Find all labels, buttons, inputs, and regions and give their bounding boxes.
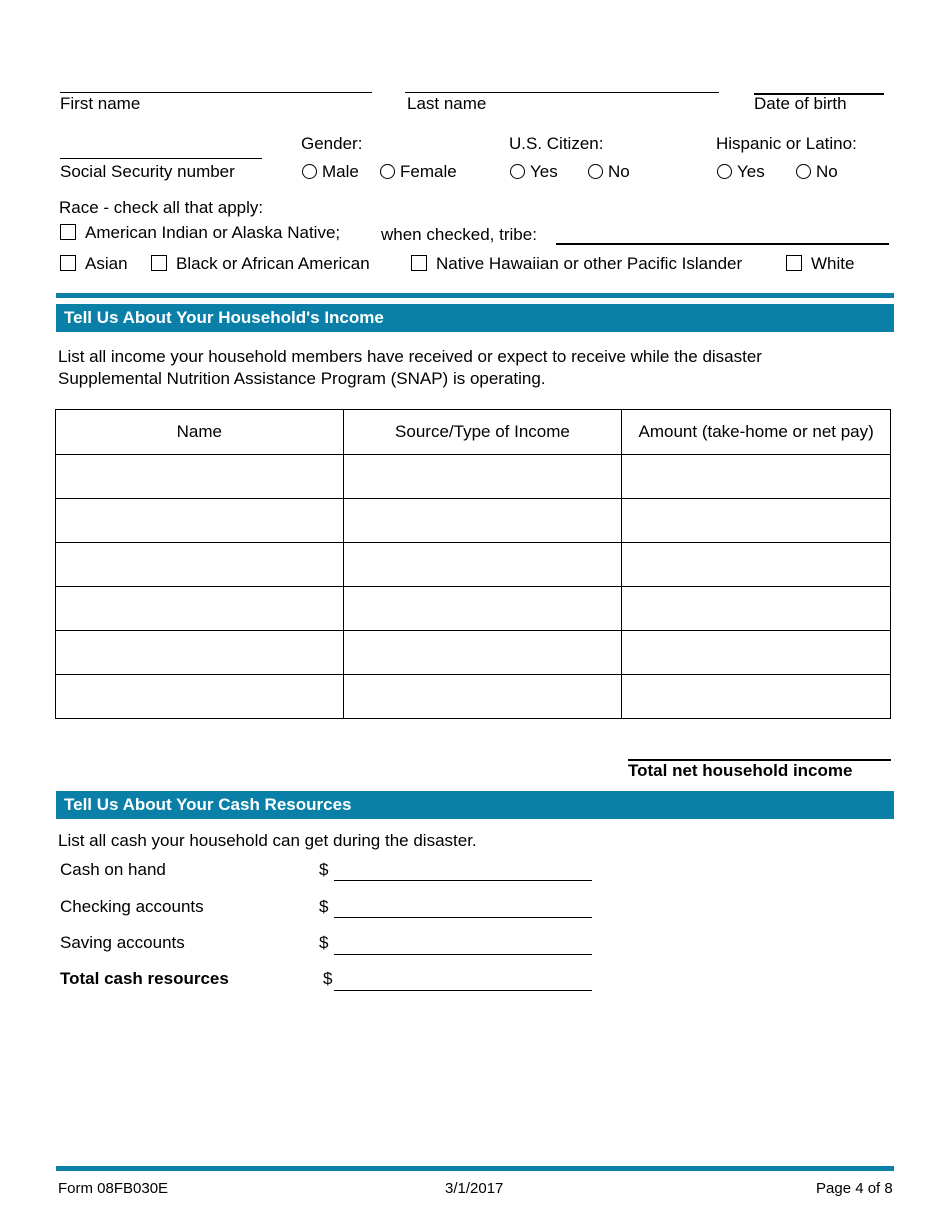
radio-icon[interactable] — [588, 164, 603, 179]
income-source-cell[interactable] — [343, 675, 622, 719]
column-header-amount: Amount (take-home or net pay) — [622, 410, 891, 455]
column-header-source: Source/Type of Income — [343, 410, 622, 455]
gender-male-option[interactable]: Male — [302, 162, 359, 182]
cash-on-hand-field[interactable] — [334, 880, 592, 881]
income-source-cell[interactable] — [343, 499, 622, 543]
checkbox-icon[interactable] — [60, 224, 76, 240]
ssn-label: Social Security number — [60, 162, 235, 181]
dollar-sign: $ — [319, 860, 329, 879]
gender-female-option[interactable]: Female — [380, 162, 457, 182]
first-name-label: First name — [60, 94, 141, 113]
form-date: 3/1/2017 — [445, 1180, 504, 1197]
radio-icon[interactable] — [717, 164, 732, 179]
race-american-indian-option[interactable]: American Indian or Alaska Native; — [60, 223, 340, 243]
checking-accounts-field[interactable] — [334, 917, 592, 918]
income-name-cell[interactable] — [56, 455, 344, 499]
table-row — [56, 631, 891, 675]
income-amount-cell[interactable] — [622, 499, 891, 543]
table-row — [56, 675, 891, 719]
hispanic-yes-option[interactable]: Yes — [717, 162, 765, 182]
income-source-cell[interactable] — [343, 631, 622, 675]
first-name-field[interactable] — [60, 92, 372, 93]
income-name-cell[interactable] — [56, 675, 344, 719]
tribe-field[interactable] — [556, 243, 889, 245]
checking-accounts-label: Checking accounts — [60, 897, 204, 916]
income-name-cell[interactable] — [56, 631, 344, 675]
last-name-field[interactable] — [405, 92, 719, 93]
citizen-yes-option[interactable]: Yes — [510, 162, 558, 182]
income-amount-cell[interactable] — [622, 675, 891, 719]
race-white-option[interactable]: White — [786, 254, 854, 274]
income-instructions: List all income your household members have received or expect to receive while the disaster Supplemental Nutrition Assistance Program (SNAP) is operating. — [58, 347, 762, 388]
hispanic-no-option[interactable]: No — [796, 162, 838, 182]
radio-icon[interactable] — [302, 164, 317, 179]
income-amount-cell[interactable] — [622, 587, 891, 631]
citizen-no-option[interactable]: No — [588, 162, 630, 182]
table-row — [56, 587, 891, 631]
dollar-sign: $ — [319, 897, 329, 916]
radio-icon[interactable] — [380, 164, 395, 179]
gender-label: Gender: — [301, 134, 363, 153]
section-divider — [56, 293, 894, 298]
income-amount-cell[interactable] — [622, 455, 891, 499]
income-name-cell[interactable] — [56, 499, 344, 543]
dollar-sign: $ — [323, 969, 333, 988]
saving-accounts-label: Saving accounts — [60, 933, 185, 952]
table-row — [56, 543, 891, 587]
dollar-sign: $ — [319, 933, 329, 952]
footer-divider — [56, 1166, 894, 1171]
cash-instructions: List all cash your household can get during the disaster. — [58, 831, 477, 850]
total-cash-label: Total cash resources — [60, 969, 229, 988]
checkbox-icon[interactable] — [60, 255, 76, 271]
income-section-header: Tell Us About Your Household's Income — [56, 304, 894, 332]
income-table — [55, 409, 891, 719]
hispanic-label: Hispanic or Latino: — [716, 134, 857, 153]
checkbox-icon[interactable] — [151, 255, 167, 271]
column-header-name: Name — [56, 410, 344, 455]
table-row — [56, 499, 891, 543]
income-source-cell[interactable] — [343, 543, 622, 587]
cash-on-hand-label: Cash on hand — [60, 860, 166, 879]
income-source-cell[interactable] — [343, 455, 622, 499]
radio-icon[interactable] — [510, 164, 525, 179]
saving-accounts-field[interactable] — [334, 954, 592, 955]
income-amount-cell[interactable] — [622, 631, 891, 675]
checkbox-icon[interactable] — [411, 255, 427, 271]
income-name-cell[interactable] — [56, 587, 344, 631]
page-number: Page 4 of 8 — [816, 1180, 893, 1197]
table-row — [56, 455, 891, 499]
radio-icon[interactable] — [796, 164, 811, 179]
table-header-row — [56, 410, 891, 455]
last-name-label: Last name — [407, 94, 487, 113]
income-source-cell[interactable] — [343, 587, 622, 631]
race-hawaiian-option[interactable]: Native Hawaiian or other Pacific Islander — [411, 254, 742, 274]
income-amount-cell[interactable] — [622, 543, 891, 587]
total-income-label: Total net household income — [628, 761, 853, 780]
citizen-label: U.S. Citizen: — [509, 134, 604, 153]
date-of-birth-label: Date of birth — [754, 94, 847, 113]
income-name-cell[interactable] — [56, 543, 344, 587]
checkbox-icon[interactable] — [786, 255, 802, 271]
total-cash-field[interactable] — [334, 990, 592, 991]
race-black-option[interactable]: Black or African American — [151, 254, 370, 274]
form-id: Form 08FB030E — [58, 1180, 169, 1197]
ssn-field[interactable] — [60, 158, 262, 159]
tribe-label: when checked, tribe: — [381, 225, 537, 244]
race-asian-option[interactable]: Asian — [60, 254, 128, 274]
cash-section-header: Tell Us About Your Cash Resources — [56, 791, 894, 819]
race-label: Race - check all that apply: — [59, 198, 264, 217]
